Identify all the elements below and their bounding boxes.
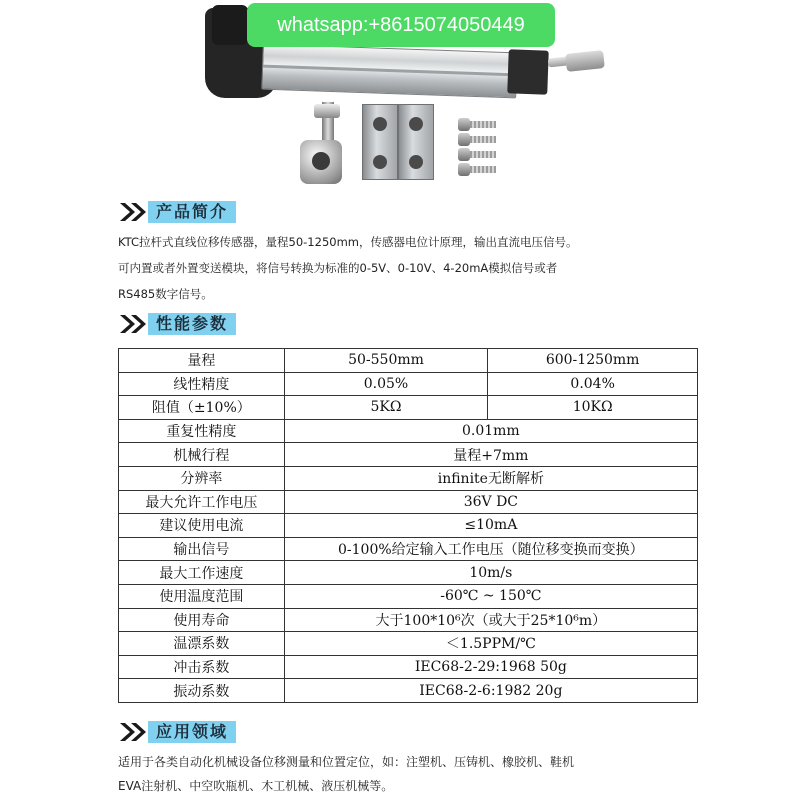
section-title: 应用领域 xyxy=(148,721,236,743)
section-title: 产品简介 xyxy=(148,201,236,223)
spec-label: 建议使用电流 xyxy=(119,514,285,538)
spec-value: 36V DC xyxy=(284,490,697,514)
table-row xyxy=(119,349,698,373)
spec-table xyxy=(118,348,698,703)
sensor-aluminum-body xyxy=(261,44,517,99)
double-chevron-icon xyxy=(118,313,148,335)
sensor-right-endcap xyxy=(507,49,549,94)
sensor-connector xyxy=(212,5,248,45)
table-row xyxy=(119,537,698,561)
spec-value: ≤10mA xyxy=(284,514,697,538)
double-chevron-icon xyxy=(118,201,148,223)
section-title: 性能参数 xyxy=(148,313,236,335)
table-row xyxy=(119,561,698,585)
intro-line: RS485数字信号。 xyxy=(118,287,213,301)
table-row xyxy=(119,419,698,443)
section-header-applications xyxy=(118,720,236,744)
table-row xyxy=(119,396,698,420)
spec-label: 冲击系数 xyxy=(119,655,285,679)
spec-label: 阻值（±10%） xyxy=(119,396,285,420)
spec-value: 10KΩ xyxy=(488,396,698,420)
spec-value: IEC68-2-6:1982 20g xyxy=(284,679,697,703)
spec-label: 输出信号 xyxy=(119,537,285,561)
spec-value: -60℃ ~ 150℃ xyxy=(284,584,697,608)
spec-label: 最大工作速度 xyxy=(119,561,285,585)
spec-value: 0.04% xyxy=(488,372,698,396)
table-row xyxy=(119,608,698,632)
spec-value: 0.05% xyxy=(284,372,488,396)
mounting-screw xyxy=(458,150,496,159)
sensor-rod-end xyxy=(565,50,605,72)
table-row xyxy=(119,490,698,514)
spec-label: 机械行程 xyxy=(119,443,285,467)
spec-value: 5KΩ xyxy=(284,396,488,420)
mounting-screw xyxy=(458,120,496,129)
intro-paragraph xyxy=(118,229,718,307)
spec-value: ＜1.5PPM/℃ xyxy=(284,632,697,656)
spec-value: IEC68-2-29:1968 50g xyxy=(284,655,697,679)
table-row xyxy=(119,466,698,490)
section-header-intro xyxy=(118,200,236,224)
spec-value: infinite无断解析 xyxy=(284,466,697,490)
spec-value: 大于100*10⁶次（或大于25*10⁶m） xyxy=(284,608,697,632)
mounting-bracket xyxy=(362,104,398,180)
spec-value: 600-1250mm xyxy=(488,349,698,373)
applications-paragraph xyxy=(118,750,738,798)
spec-value: 50-550mm xyxy=(284,349,488,373)
spec-label: 使用温度范围 xyxy=(119,584,285,608)
product-photo xyxy=(0,0,800,195)
mounting-screw xyxy=(458,165,496,174)
double-chevron-icon xyxy=(118,721,148,743)
spec-value: 0.01mm xyxy=(284,419,697,443)
spec-label: 线性精度 xyxy=(119,372,285,396)
applications-line: EVA注射机、中空吹瓶机、木工机械、液压机械等。 xyxy=(118,779,394,793)
spec-label: 量程 xyxy=(119,349,285,373)
spec-label: 分辨率 xyxy=(119,466,285,490)
spec-value: 10m/s xyxy=(284,561,697,585)
table-row xyxy=(119,655,698,679)
table-row xyxy=(119,514,698,538)
section-header-specs xyxy=(118,312,236,336)
spec-label: 使用寿命 xyxy=(119,608,285,632)
whatsapp-watermark: whatsapp:+8615074050449 xyxy=(247,3,555,47)
intro-line: KTC拉杆式直线位移传感器，量程50-1250mm，传感器电位计原理，输出直流电压信号。 xyxy=(118,235,578,249)
table-row xyxy=(119,679,698,703)
table-row xyxy=(119,372,698,396)
spec-label: 振动系数 xyxy=(119,679,285,703)
spec-value: 0-100%给定输入工作电压（随位移变换而变换） xyxy=(284,537,697,561)
spec-label: 温漂系数 xyxy=(119,632,285,656)
applications-line: 适用于各类自动化机械设备位移测量和位置定位，如：注塑机、压铸机、橡胶机、鞋机 xyxy=(118,755,575,769)
table-row xyxy=(119,584,698,608)
spec-label: 重复性精度 xyxy=(119,419,285,443)
intro-line: 可内置或者外置变送模块，将信号转换为标准的0-5V、0-10V、4-20mA模拟信号或者 xyxy=(118,261,558,275)
spec-value: 量程+7mm xyxy=(284,443,697,467)
mounting-bracket xyxy=(398,104,434,180)
mounting-screw xyxy=(458,135,496,144)
table-row xyxy=(119,632,698,656)
spec-label: 最大允许工作电压 xyxy=(119,490,285,514)
table-row xyxy=(119,443,698,467)
ball-joint-nut xyxy=(314,104,340,118)
